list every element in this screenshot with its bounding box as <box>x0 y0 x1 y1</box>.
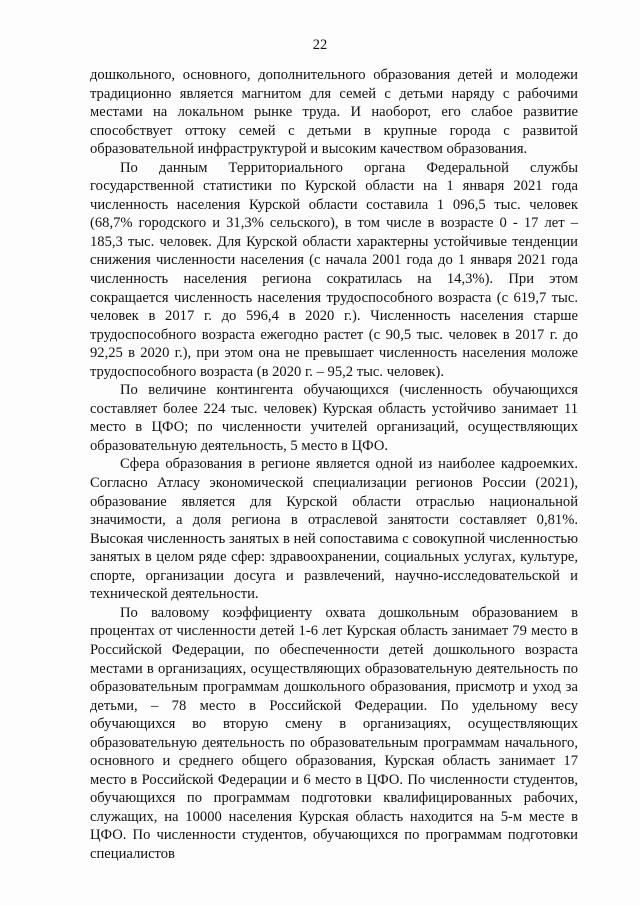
paragraph: По данным Территориального органа Федеральной службы государственной статистики по Курской области на 1 января 2021 года численность населения Курской области составила 1 096,5 тыс. человек (68,7% городского и 31,3% сельского), в том числе в возрасте 0 - 17 лет – 185,3 тыс. человек. Для Курской области характерны устойчивые тенденции снижения численности населения (с начала 2001 года до 1 января 2021 года численность населения региона сократилась на 14,3%). При этом сокращается численность населения трудоспособного возраста (с 619,7 тыс. человек в 2017 г. до 596,4 в 2020 г.). Численность населения старше трудоспособного возраста ежегодно растет (с 90,5 тыс. человек в 2017 г. до 92,25 в 2020 г.), при этом она не превышает численность населения моложе трудоспособного возраста (в 2020 г. – 95,2 тыс. человек). <box>90 159 578 380</box>
paragraph: По валовому коэффициенту охвата дошкольным образованием в процентах от численности детей 1-6 лет Курская область занимает 79 место в Российской Федерации, по обеспеченности детей дошкольного возраста местами в организациях, осуществляющих образовательную деятельность по образовательным программам дошкольного образования, присмотр и уход за детьми, – 78 место в Российской Федерации. По удельному весу обучающихся во вторую смену в организациях, осуществляющих образовательную деятельность по образовательным программам начального, основного и среднего общего образования, Курская область занимает 17 место в Российской Федерации и 6 место в ЦФО. По численности студентов, обучающихся по программам подготовки квалифицированных рабочих, служащих, на 10000 населения Курская область находится на 5-м месте в ЦФО. По численности студентов, обучающихся по программам подготовки специалистов <box>90 604 578 862</box>
paragraph: дошкольного, основного, дополнительного образования детей и молодежи традиционно является магнитом для семей с детьми наряду с рабочими местами на локальном рынке труда. И наоборот, его слабое развитие способствует оттоку семей с детьми в крупные города с развитой образовательной инфраструктурой и высоким качеством образования. <box>90 67 578 158</box>
document-body <box>90 66 578 864</box>
paragraph: По величине контингента обучающихся (численность обучающихся составляет более 224 тыс. человек) Курская область устойчиво занимает 11 место в ЦФО; по численности учителей организаций, осуществляющих образовательную деятельность, 5 место в ЦФО. <box>90 382 578 454</box>
paragraph: Сфера образования в регионе является одной из наиболее кадроемких. Согласно Атласу экономической специализации регионов России (2021), образование является для Курской области отраслью национальной значимости, а доля региона в отраслевой занятости составляет 0,81%. Высокая численность занятых в ней сопоставима с совокупной численностью занятых в целом ряде сфер: здравоохранении, социальных услугах, культуре, спорте, организации досуга и развлечений, научно-исследовательской и технической деятельности. <box>90 456 578 603</box>
page-number: 22 <box>312 37 328 53</box>
